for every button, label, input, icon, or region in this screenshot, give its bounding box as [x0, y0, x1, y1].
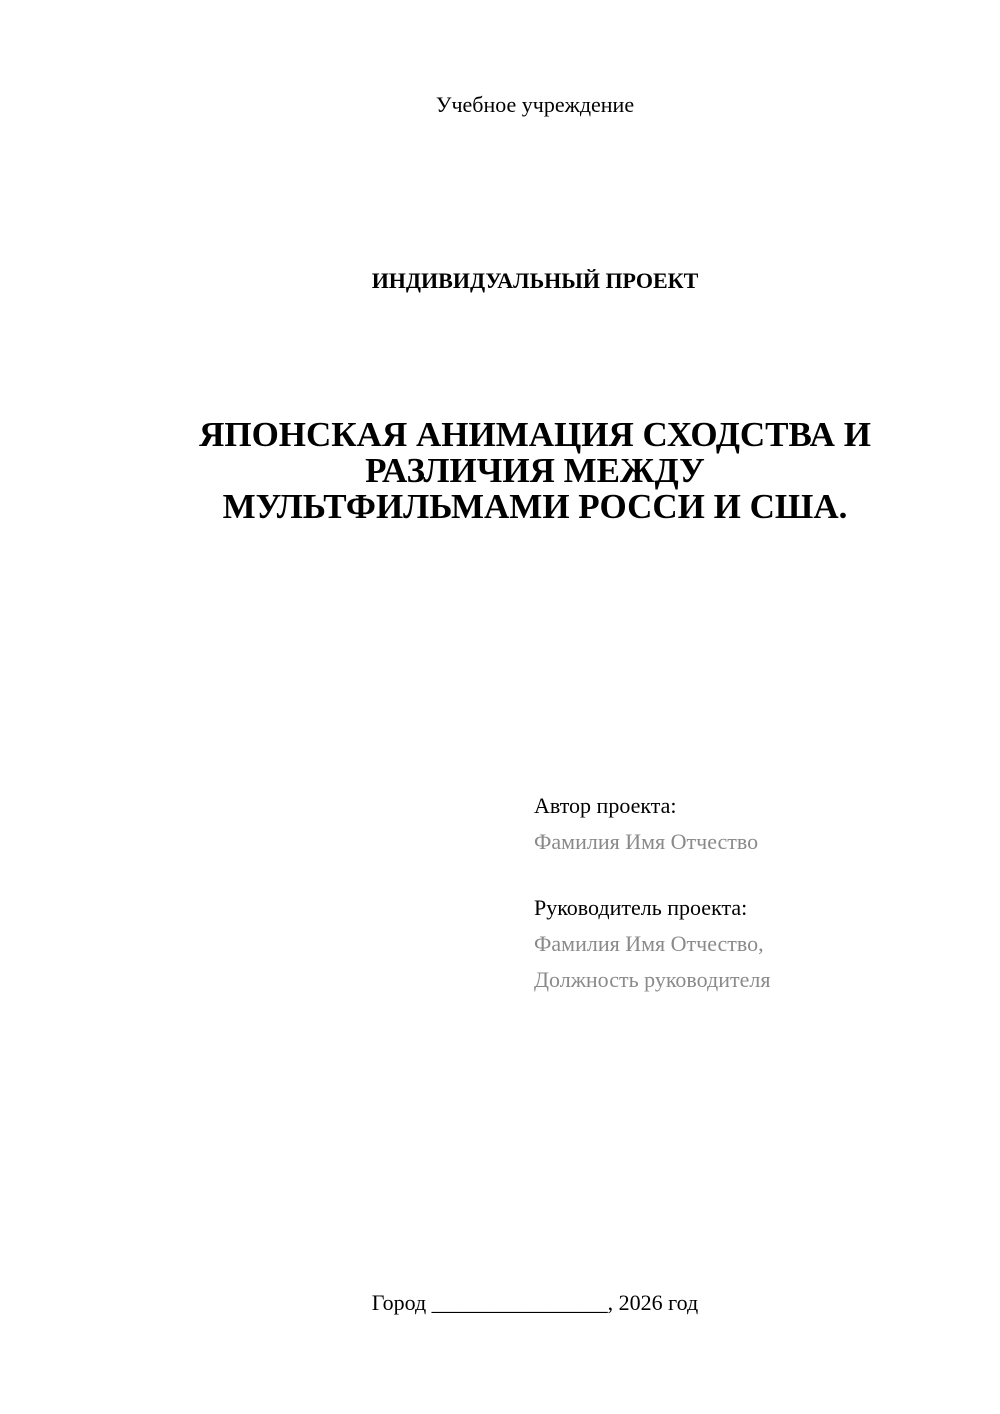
supervisor-name: Фамилия Имя Отчество,: [534, 931, 764, 956]
supervisor-label: Руководитель проекта:: [534, 895, 748, 920]
project-title-line-2: РАЗЛИЧИЯ МЕЖДУ: [365, 451, 705, 490]
institution-name: Учебное учреждение: [435, 92, 635, 117]
document-type: ИНДИВИДУАЛЬНЫЙ ПРОЕКТ: [371, 268, 699, 293]
author-name: Фамилия Имя Отчество: [534, 829, 759, 854]
author-label: Автор проекта:: [534, 793, 677, 818]
project-title: [150, 417, 920, 525]
city-year-line: Город ________________, 2026 год: [371, 1290, 699, 1315]
info-spacer: [534, 860, 974, 890]
project-title-line-1: ЯПОНСКАЯ АНИМАЦИЯ СХОДСТВА И: [199, 415, 871, 454]
supervisor-position: Должность руководителя: [534, 967, 771, 992]
project-title-line-3: МУЛЬТФИЛЬМАМИ РОССИ И США.: [222, 487, 848, 526]
project-info-block: [534, 788, 974, 998]
